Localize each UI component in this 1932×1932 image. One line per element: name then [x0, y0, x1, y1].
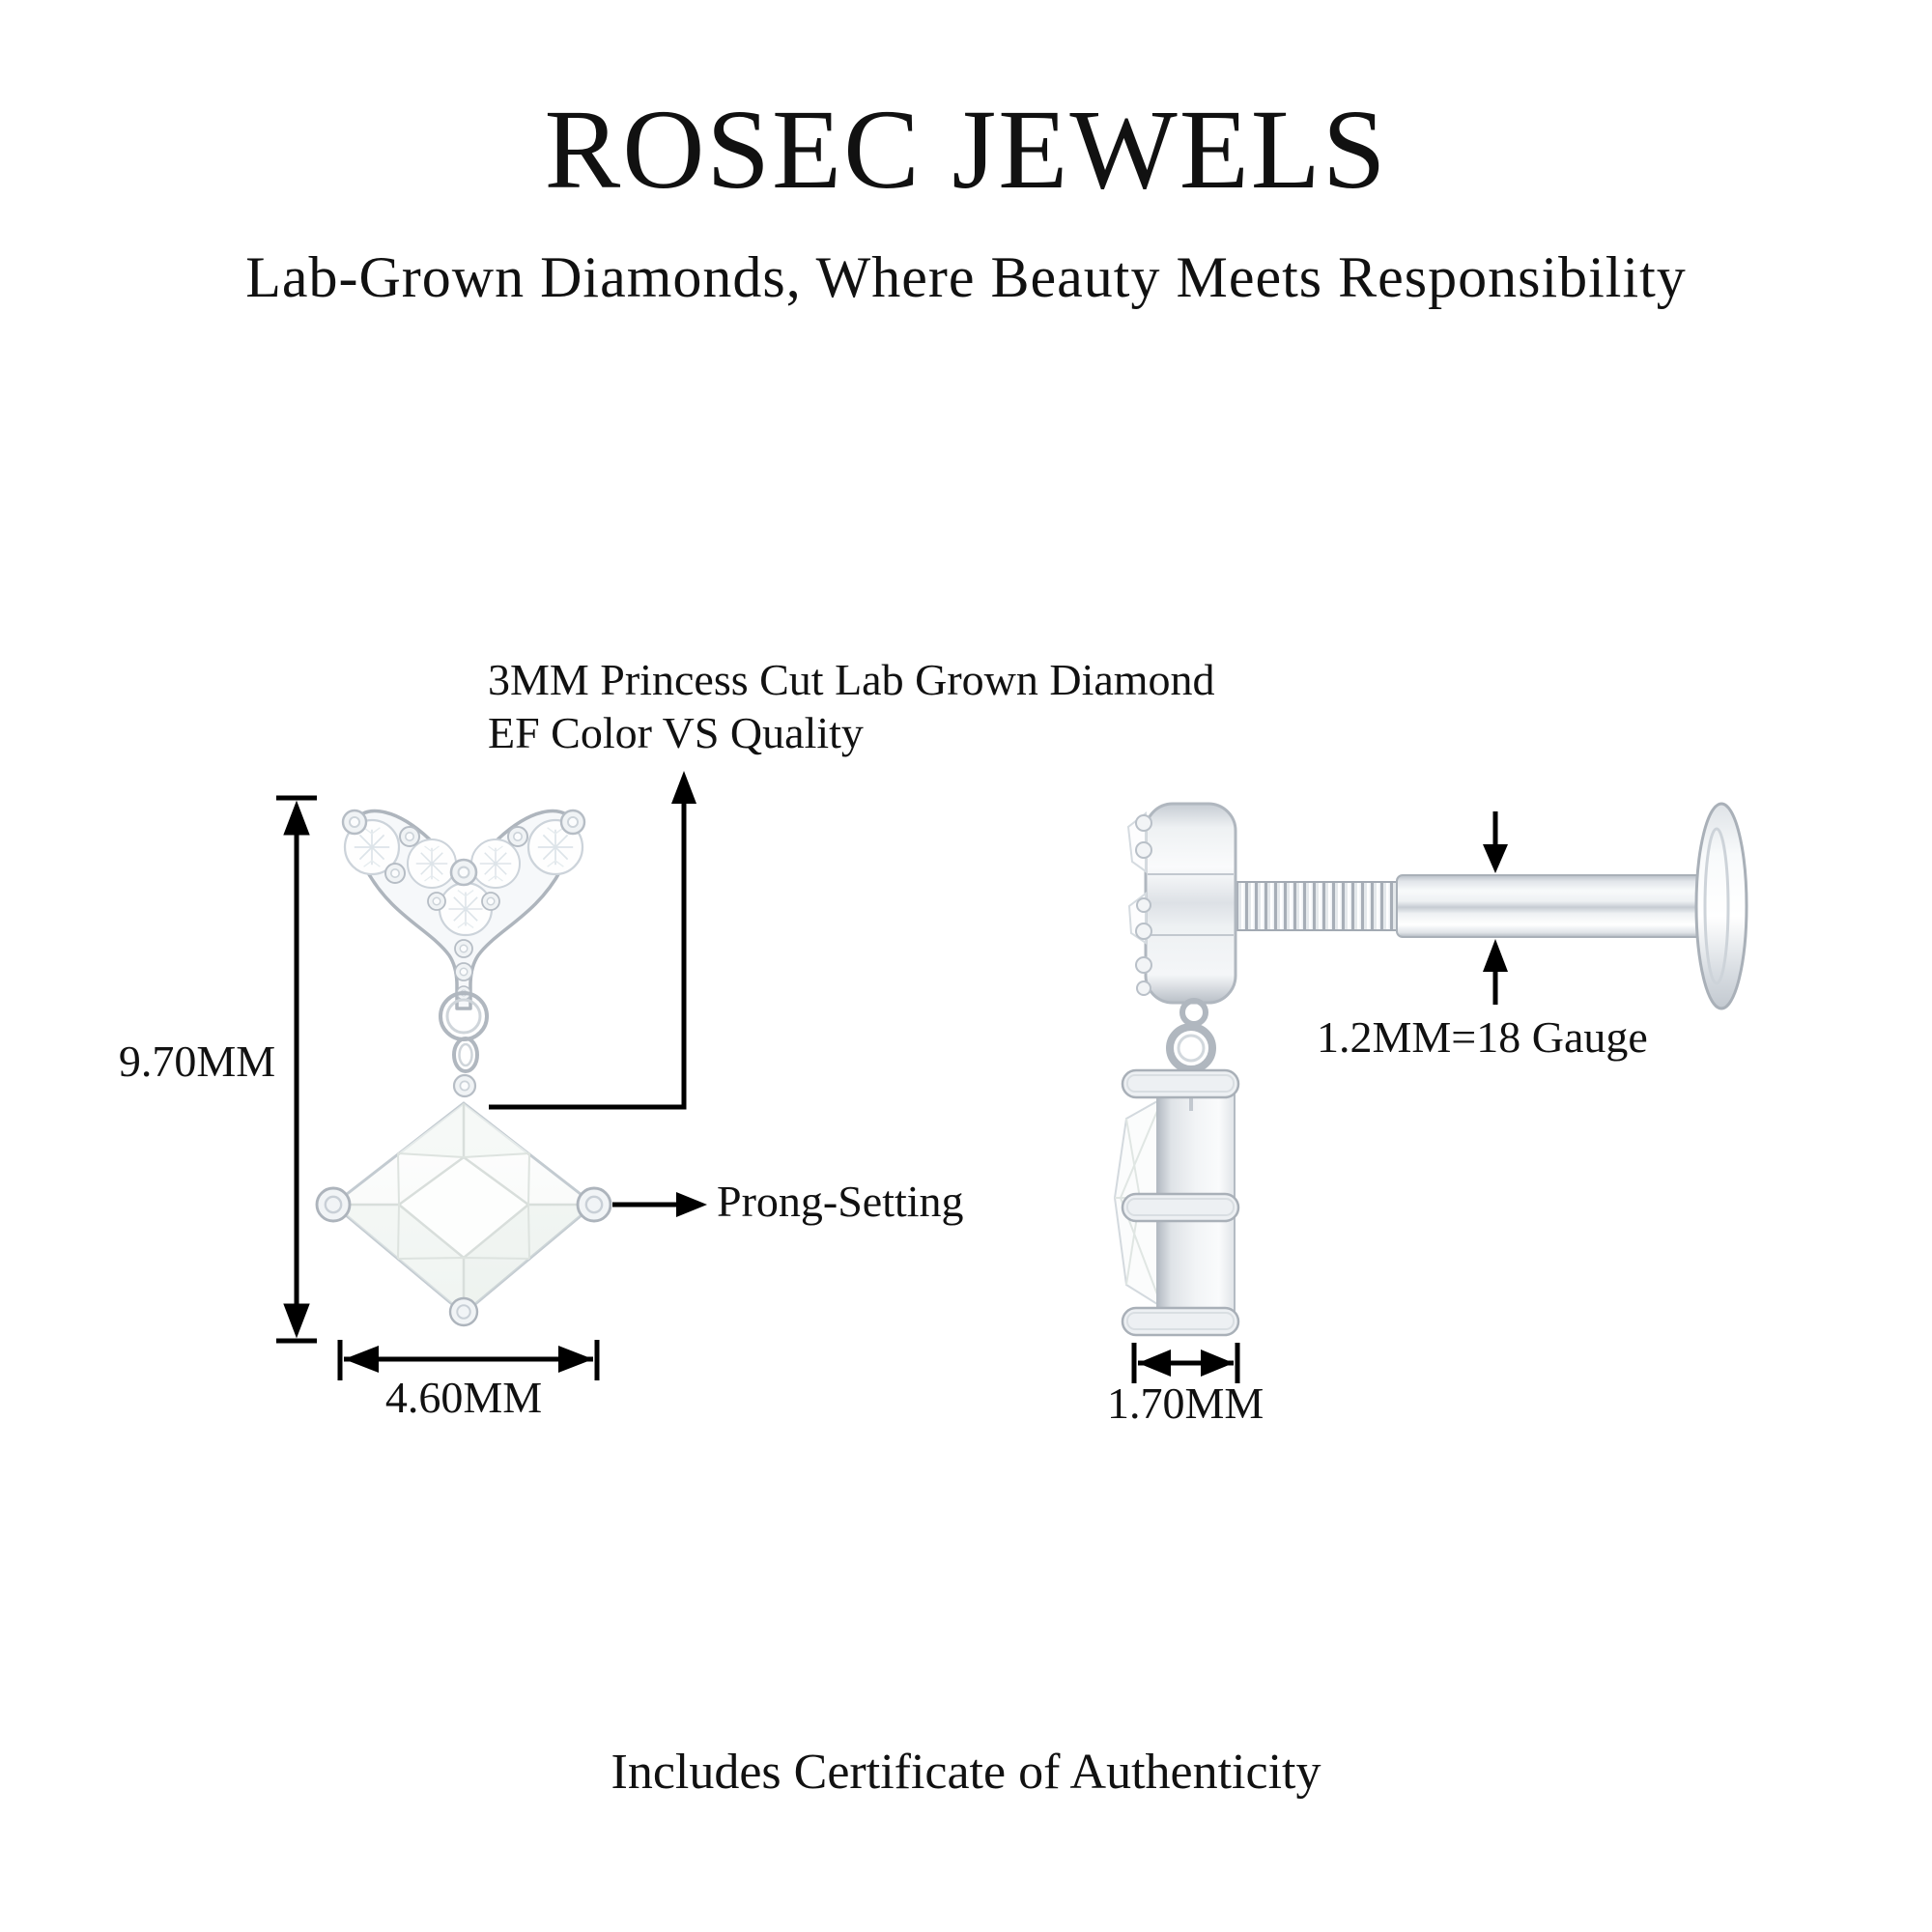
prong-setting-arrow: [612, 1192, 707, 1217]
brand-tagline: Lab-Grown Diamonds, Where Beauty Meets Responsibility: [245, 245, 1687, 309]
diamond-callout-line2: EF Color VS Quality: [488, 708, 864, 758]
diamond-callout-line1: 3MM Princess Cut Lab Grown Diamond: [488, 655, 1215, 704]
labret-disc: [1696, 804, 1747, 1009]
width-dimension-label: 4.60MM: [384, 1373, 543, 1422]
tail-side-profile: [1128, 804, 1236, 1003]
thickness-dimension-label: 1.70MM: [1107, 1378, 1264, 1428]
earring-front-illustration: [317, 810, 611, 1325]
side-connector-link: [1170, 1001, 1212, 1069]
height-dimension-label: 9.70MM: [118, 1037, 276, 1086]
certificate-note: Includes Certificate of Authenticity: [611, 1745, 1321, 1800]
height-dimension-line: [276, 798, 317, 1341]
brand-title: ROSEC JEWELS: [544, 86, 1388, 213]
basket-side-view: [1115, 1070, 1238, 1335]
thickness-dimension-line: [1134, 1343, 1237, 1383]
princess-diamond: [333, 1103, 594, 1314]
width-dimension-line: [340, 1340, 597, 1380]
gauge-dimension-label: 1.2MM=18 Gauge: [1317, 1012, 1648, 1062]
prong-setting-label: Prong-Setting: [717, 1177, 964, 1226]
earring-side-illustration: [1115, 804, 1747, 1335]
threaded-post: [1236, 875, 1706, 937]
